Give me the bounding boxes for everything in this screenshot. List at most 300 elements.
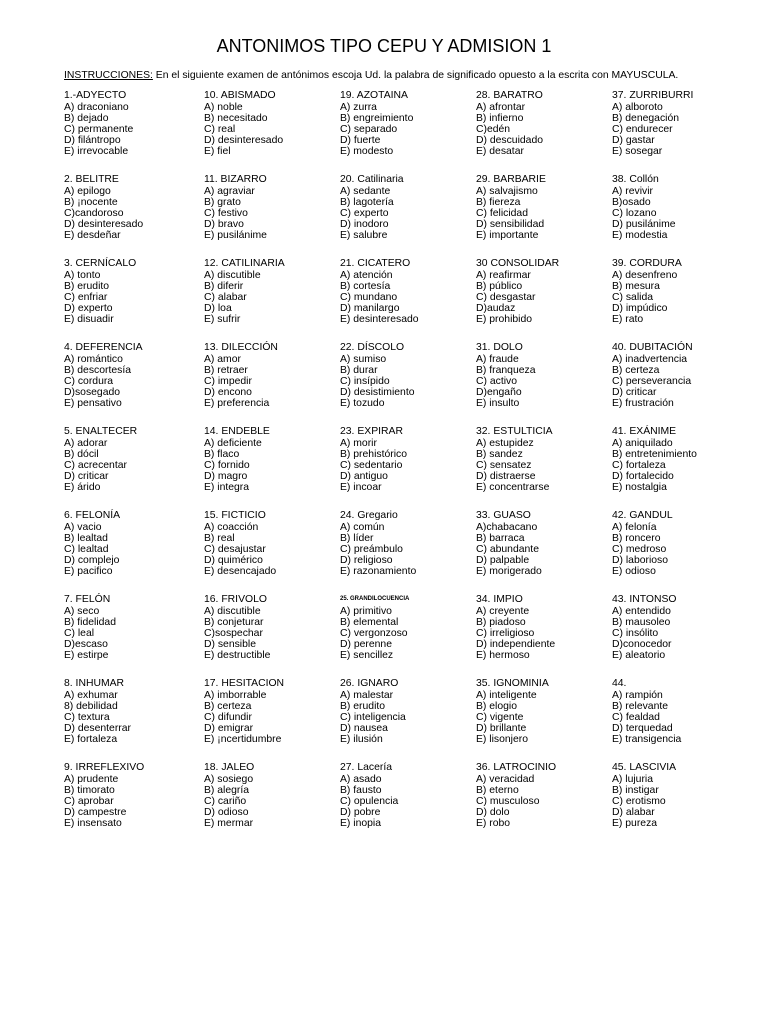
- question-word: 39. CORDURA: [612, 258, 682, 269]
- answer-option: D) sensibilidad: [476, 219, 545, 230]
- answer-option: E) modestia: [612, 230, 668, 241]
- answer-option: A) imborrable: [204, 690, 267, 701]
- answer-option: D) bravo: [204, 219, 244, 230]
- answer-option: D) campestre: [64, 807, 127, 818]
- answer-option: C) permanente: [64, 124, 134, 135]
- answer-option: A) reafirmar: [476, 270, 531, 281]
- answer-option: C) medroso: [612, 544, 667, 555]
- question-word: 21. CICATERO: [340, 258, 411, 269]
- answer-option: A) sedante: [340, 186, 391, 197]
- answer-option: E) hermoso: [476, 650, 530, 661]
- answer-option: B) alegría: [204, 785, 250, 796]
- answer-option: C) separado: [340, 124, 398, 135]
- answer-option: D) alabar: [612, 807, 655, 818]
- answer-option: A) revivir: [612, 186, 653, 197]
- question-block: [64, 594, 116, 661]
- question-word: 40. DUBITACIÓN: [612, 342, 693, 353]
- answer-option: E) morigerado: [476, 566, 542, 577]
- answer-option: B) conjeturar: [204, 617, 264, 628]
- answer-option: A) coacción: [204, 522, 259, 533]
- question-word: 43. INTONSO: [612, 594, 677, 605]
- answer-option: B) infierno: [476, 113, 524, 124]
- answer-option: D) filántropo: [64, 135, 121, 146]
- answer-option: E) pacifico: [64, 566, 113, 577]
- answer-option: D) quimérico: [204, 555, 263, 566]
- answer-option: C) textura: [64, 712, 110, 723]
- answer-option: D) laborioso: [612, 555, 669, 566]
- answer-option: E) disuadir: [64, 314, 114, 325]
- answer-option: A) agraviar: [204, 186, 255, 197]
- question-word: 26. IGNARO: [340, 678, 399, 689]
- answer-option: D) manilargo: [340, 303, 400, 314]
- answer-option: D) pusilánime: [612, 219, 676, 230]
- question-word: 25. GRANDILOCUENCIA: [340, 596, 410, 602]
- answer-option: E) inopia: [340, 818, 382, 829]
- answer-option: E) incoar: [340, 482, 382, 493]
- answer-option: C) desajustar: [204, 544, 266, 555]
- answer-option: C) real: [204, 124, 236, 135]
- question-block: [204, 258, 285, 325]
- question-word: 5. ENALTECER: [64, 426, 138, 437]
- answer-option: A) rampión: [612, 690, 663, 701]
- answer-option: A) vacio: [64, 522, 102, 533]
- answer-option: D)conocedor: [612, 639, 672, 650]
- instructions-text: En el siguiente examen de antónimos escoja Ud. la palabra de significado opuesto a la escrita con MAYUSCULA.: [152, 70, 679, 81]
- answer-option: D) encono: [204, 387, 252, 398]
- answer-option: C) leal: [64, 628, 95, 639]
- answer-option: C) cariño: [204, 796, 247, 807]
- question-word: 10. ABISMADO: [204, 90, 276, 101]
- answer-option: B) roncero: [612, 533, 661, 544]
- question-word: 16. FRIVOLO: [204, 594, 267, 605]
- answer-option: E) frustración: [612, 398, 674, 409]
- answer-option: D)escaso: [64, 639, 108, 650]
- question-word: 42. GANDUL: [612, 510, 673, 521]
- answer-option: C) erotismo: [612, 796, 666, 807]
- answer-option: B) eterno: [476, 785, 519, 796]
- answer-option: C) sedentario: [340, 460, 403, 471]
- question-block: [612, 510, 673, 577]
- answer-option: B) entretenimiento: [612, 449, 697, 460]
- answer-option: A) fraude: [476, 354, 519, 365]
- question-word: 30 CONSOLIDAR: [476, 258, 560, 269]
- question-word: 6. FELONÍA: [64, 510, 121, 521]
- question-block: [612, 174, 676, 241]
- answer-option: B) mausoleo: [612, 617, 671, 628]
- answer-option: D) fuerte: [340, 135, 381, 146]
- answer-option: C) lealtad: [64, 544, 109, 555]
- answer-option: B) relevante: [612, 701, 669, 712]
- question-block: [204, 90, 283, 157]
- answer-option: E) desinteresado: [340, 314, 419, 325]
- answer-option: A) sumiso: [340, 354, 387, 365]
- answer-option: B) timorato: [64, 785, 115, 796]
- answer-option: C) festivo: [204, 208, 248, 219]
- answer-option: B) certeza: [612, 365, 660, 376]
- question-block: [340, 258, 419, 325]
- question-word: 23. EXPIRAR: [340, 426, 403, 437]
- question-word: 17. HESITACION: [204, 678, 285, 689]
- question-word: 33. GUASO: [476, 510, 531, 521]
- answer-option: E) ilusión: [340, 734, 383, 745]
- answer-option: C) fornido: [204, 460, 250, 471]
- answer-option: B) durar: [340, 365, 378, 376]
- question-block: [476, 258, 559, 325]
- answer-option: D) impúdico: [612, 303, 668, 314]
- answer-option: C) salida: [612, 292, 653, 303]
- answer-option: A) deficiente: [204, 438, 262, 449]
- answer-option: A) sosiego: [204, 774, 254, 785]
- answer-option: E) tozudo: [340, 398, 385, 409]
- answer-option: C) acrecentar: [64, 460, 127, 471]
- answer-option: C) lozano: [612, 208, 657, 219]
- answer-option: E) integra: [204, 482, 250, 493]
- answer-option: A) seco: [64, 606, 100, 617]
- answer-option: C) preámbulo: [340, 544, 403, 555]
- question-block: [64, 426, 137, 493]
- question-word: 9. IRREFLEXIVO: [64, 762, 145, 773]
- answer-option: D) perenne: [340, 639, 392, 650]
- question-word: 12. CATILINARIA: [204, 258, 285, 269]
- answer-option: E) importante: [476, 230, 539, 241]
- answer-option: D) brillante: [476, 723, 527, 734]
- answer-option: A) discutible: [204, 606, 261, 617]
- answer-option: D) palpable: [476, 555, 530, 566]
- question-block: [340, 510, 416, 577]
- answer-option: D) terquedad: [612, 723, 673, 734]
- question-block: [204, 762, 254, 829]
- question-block: [204, 342, 278, 409]
- answer-option: C) vergonzoso: [340, 628, 408, 639]
- answer-option: A) felonía: [612, 522, 657, 533]
- question-block: [612, 594, 676, 661]
- answer-option: B) ¡nocente: [64, 197, 118, 208]
- answer-option: B) retraer: [204, 365, 248, 376]
- answer-option: B) prehistórico: [340, 449, 407, 460]
- answer-option: E) mermar: [204, 818, 254, 829]
- answer-option: E) desencajado: [204, 566, 277, 577]
- answer-option: D) pobre: [340, 807, 381, 818]
- answer-option: C) activo: [476, 376, 517, 387]
- question-block: [204, 174, 267, 241]
- question-word: 4. DEFERENCIA: [64, 342, 143, 353]
- answer-option: E) odioso: [612, 566, 656, 577]
- answer-option: A) zurra: [340, 102, 377, 113]
- answer-option: B) engreimiento: [340, 113, 414, 124]
- question-word: 19. AZOTAINA: [340, 90, 408, 101]
- answer-option: D) independiente: [476, 639, 556, 650]
- question-word: 28. BARATRO: [476, 90, 543, 101]
- question-block: [204, 426, 270, 493]
- question-block: [476, 174, 546, 241]
- answer-option: D) sensible: [204, 639, 256, 650]
- answer-option: B) barraca: [476, 533, 525, 544]
- question-word: 37. ZURRIBURRI: [612, 90, 694, 101]
- answer-option: C) musculoso: [476, 796, 540, 807]
- answer-option: B) sandez: [476, 449, 523, 460]
- answer-option: D)engaño: [476, 387, 522, 398]
- question-block: [612, 762, 676, 829]
- answer-option: B) franqueza: [476, 365, 536, 376]
- answer-option: B) elogio: [476, 701, 518, 712]
- answer-option: E) ¡ncertidumbre: [204, 734, 282, 745]
- answer-option: A) noble: [204, 102, 243, 113]
- answer-option: D) criticar: [64, 471, 109, 482]
- answer-option: B) instigar: [612, 785, 659, 796]
- question-word: 32. ESTULTICIA: [476, 426, 553, 437]
- answer-option: C) perseverancia: [612, 376, 692, 387]
- answer-option: E) fiel: [204, 146, 231, 157]
- answer-option: C) fealdad: [612, 712, 660, 723]
- answer-option: E) aleatorio: [612, 650, 666, 661]
- question-block: [340, 678, 406, 745]
- question-block: [64, 342, 143, 409]
- question-block: [612, 342, 693, 409]
- answer-option: C) opulencia: [340, 796, 399, 807]
- answer-option: E) modesto: [340, 146, 394, 157]
- answer-option: B) líder: [340, 533, 374, 544]
- answer-option: E) preferencia: [204, 398, 270, 409]
- question-block: [612, 258, 682, 325]
- answer-option: B) piadoso: [476, 617, 526, 628]
- answer-option: E) transigencia: [612, 734, 682, 745]
- question-block: [340, 90, 413, 157]
- question-word: 31. DOLO: [476, 342, 523, 353]
- question-word: 36. LATROCINIO: [476, 762, 557, 773]
- answer-option: B) dejado: [64, 113, 109, 124]
- answer-option: E) razonamiento: [340, 566, 417, 577]
- answer-option: A) afrontar: [476, 102, 526, 113]
- answer-option: A) morir: [340, 438, 377, 449]
- answer-option: C) felicidad: [476, 208, 528, 219]
- answer-option: E) sosegar: [612, 146, 663, 157]
- answer-option: E) estirpe: [64, 650, 109, 661]
- answer-option: C) difundir: [204, 712, 252, 723]
- answer-option: E) pureza: [612, 818, 658, 829]
- question-word: 3. CERNÍCALO: [64, 258, 137, 269]
- answer-option: E) pensativo: [64, 398, 122, 409]
- answer-option: A) malestar: [340, 690, 394, 701]
- answer-option: A)chabacano: [476, 522, 538, 533]
- answer-option: B) elemental: [340, 617, 399, 628]
- answer-option: B)osado: [612, 197, 651, 208]
- answer-option: A) prudente: [64, 774, 119, 785]
- answer-option: B) necesitado: [204, 113, 268, 124]
- question-block: [612, 90, 693, 157]
- answer-option: A) estupidez: [476, 438, 534, 449]
- question-block: [612, 678, 681, 745]
- question-word: 29. BARBARIE: [476, 174, 546, 185]
- answer-option: B) grato: [204, 197, 241, 208]
- question-block: [476, 90, 543, 157]
- answer-option: C) irreligioso: [476, 628, 535, 639]
- answer-option: D) distraerse: [476, 471, 536, 482]
- answer-option: A) creyente: [476, 606, 530, 617]
- question-block: [64, 678, 131, 745]
- answer-option: C)candoroso: [64, 208, 124, 219]
- answer-option: D) criticar: [612, 387, 657, 398]
- answer-option: E) árido: [64, 482, 101, 493]
- answer-option: D) desinteresado: [204, 135, 284, 146]
- question-word: 13. DILECCIÓN: [204, 342, 278, 353]
- answer-option: C)edén: [476, 124, 511, 135]
- answer-option: E) desdeñar: [64, 230, 121, 241]
- answer-option: C) vigente: [476, 712, 524, 723]
- answer-option: D) desenterrar: [64, 723, 131, 734]
- answer-option: D) religioso: [340, 555, 393, 566]
- answer-option: A) lujuria: [612, 774, 653, 785]
- answer-option: B) flaco: [204, 449, 240, 460]
- answer-option: C) sensatez: [476, 460, 532, 471]
- question-block: [64, 510, 120, 577]
- answer-option: E) lisonjero: [476, 734, 528, 745]
- answer-option: E) desatar: [476, 146, 524, 157]
- answer-option: A) exhumar: [64, 690, 118, 701]
- answer-option: A) atención: [340, 270, 393, 281]
- question-block: [64, 174, 143, 241]
- question-word: 45. LASCIVIA: [612, 762, 677, 773]
- answer-option: E) rato: [612, 314, 644, 325]
- answer-option: D)sosegado: [64, 387, 121, 398]
- answer-option: E) salubre: [340, 230, 388, 241]
- question-word: 34. IMPIO: [476, 594, 523, 605]
- answer-option: A) asado: [340, 774, 382, 785]
- answer-option: E) insulto: [476, 398, 520, 409]
- question-word: 27. Lacería: [340, 762, 392, 773]
- question-word: 7. FELÓN: [64, 594, 111, 605]
- answer-option: A) común: [340, 522, 385, 533]
- question-block: [340, 426, 407, 493]
- answer-option: E) pusilánime: [204, 230, 267, 241]
- question-word: 24. Gregario: [340, 510, 398, 521]
- answer-option: D) gastar: [612, 135, 655, 146]
- answer-option: C) mundano: [340, 292, 398, 303]
- question-block: [64, 762, 144, 829]
- answer-option: B) fausto: [340, 785, 382, 796]
- answer-option: D) desinteresado: [64, 219, 144, 230]
- question-block: [204, 678, 284, 745]
- answer-option: E) prohibido: [476, 314, 533, 325]
- answer-option: B) erudito: [340, 701, 386, 712]
- answer-option: C) abundante: [476, 544, 539, 555]
- answer-option: E) insensato: [64, 818, 122, 829]
- answer-option: B) certeza: [204, 701, 252, 712]
- instructions: [64, 70, 678, 81]
- question-block: [612, 426, 697, 493]
- question-block: [476, 594, 555, 661]
- answer-option: B) dócil: [64, 449, 99, 460]
- answer-option: D) loa: [204, 303, 232, 314]
- answer-option: E) sufrir: [204, 314, 241, 325]
- answer-option: D) emigrar: [204, 723, 254, 734]
- answer-option: A) epilogo: [64, 186, 111, 197]
- answer-option: B) descortesía: [64, 365, 131, 376]
- answer-option: C) endurecer: [612, 124, 673, 135]
- answer-option: C) alabar: [204, 292, 247, 303]
- answer-option: A) inadvertencia: [612, 354, 688, 365]
- answer-option: A) aniquilado: [612, 438, 673, 449]
- answer-option: B) mesura: [612, 281, 660, 292]
- answer-option: D) experto: [64, 303, 113, 314]
- answer-option: D) descuidado: [476, 135, 544, 146]
- answer-option: E) irrevocable: [64, 146, 129, 157]
- question-block: [340, 174, 404, 241]
- answer-option: E) fortaleza: [64, 734, 118, 745]
- question-block: [476, 426, 553, 493]
- answer-option: D) dolo: [476, 807, 510, 818]
- answer-option: B) fiereza: [476, 197, 521, 208]
- page-title: ANTONIMOS TIPO CEPU Y ADMISION 1: [216, 36, 552, 56]
- answer-option: B) denegación: [612, 113, 680, 124]
- answer-option: B) diferir: [204, 281, 244, 292]
- answer-option: B) lealtad: [64, 533, 108, 544]
- answer-option: C)sospechar: [204, 628, 263, 639]
- answer-option: A) amor: [204, 354, 241, 365]
- answer-option: A) alboroto: [612, 102, 663, 113]
- answer-option: C) fortaleza: [612, 460, 666, 471]
- question-word: 1.-ADYECTO: [64, 90, 127, 101]
- question-block: [476, 762, 556, 829]
- question-block: [340, 594, 409, 661]
- question-block: [476, 342, 536, 409]
- question-word: 15. FICTICIO: [204, 510, 266, 521]
- answer-option: B) cortesía: [340, 281, 391, 292]
- answer-option: D)audaz: [476, 303, 516, 314]
- question-word: 38. Collón: [612, 174, 659, 185]
- question-word: 44.: [612, 678, 627, 689]
- answer-option: A) romántico: [64, 354, 123, 365]
- answer-option: E) concentrarse: [476, 482, 550, 493]
- answer-option: A) desenfreno: [612, 270, 678, 281]
- instructions-label: INSTRUCCIONES:: [64, 70, 153, 81]
- answer-option: C) insólito: [612, 628, 659, 639]
- answer-option: B) lagotería: [340, 197, 394, 208]
- answer-option: B) fidelidad: [64, 617, 116, 628]
- answer-option: D) desistimiento: [340, 387, 415, 398]
- question-block: [204, 594, 270, 661]
- answer-option: D) fortalecido: [612, 471, 674, 482]
- answer-option: A) salvajismo: [476, 186, 538, 197]
- answer-option: D) complejo: [64, 555, 120, 566]
- answer-option: B) erudito: [64, 281, 110, 292]
- answer-option: C) aprobar: [64, 796, 114, 807]
- question-word: 2. BELITRE: [64, 174, 119, 185]
- answer-option: A) veracidad: [476, 774, 535, 785]
- answer-option: A) primitivo: [340, 606, 392, 617]
- answer-option: E) robo: [476, 818, 511, 829]
- question-word: 18. JALEO: [204, 762, 255, 773]
- question-block: [64, 258, 136, 325]
- answer-option: D) nausea: [340, 723, 388, 734]
- answer-option: A) entendido: [612, 606, 671, 617]
- answer-option: C) enfriar: [64, 292, 108, 303]
- question-block: [340, 762, 398, 829]
- answer-option: 8) debilidad: [64, 701, 118, 712]
- question-block: [476, 678, 549, 745]
- answer-option: C) inteligencia: [340, 712, 406, 723]
- answer-option: D) odioso: [204, 807, 249, 818]
- answer-option: A) inteligente: [476, 690, 537, 701]
- answer-option: E) nostalgia: [612, 482, 667, 493]
- question-block: [476, 510, 542, 577]
- answer-option: D) antiguo: [340, 471, 388, 482]
- answer-option: E) destructible: [204, 650, 271, 661]
- answer-option: C) cordura: [64, 376, 114, 387]
- answer-option: A) adorar: [64, 438, 108, 449]
- answer-option: C) impedir: [204, 376, 252, 387]
- answer-option: C) experto: [340, 208, 389, 219]
- answer-option: B) real: [204, 533, 235, 544]
